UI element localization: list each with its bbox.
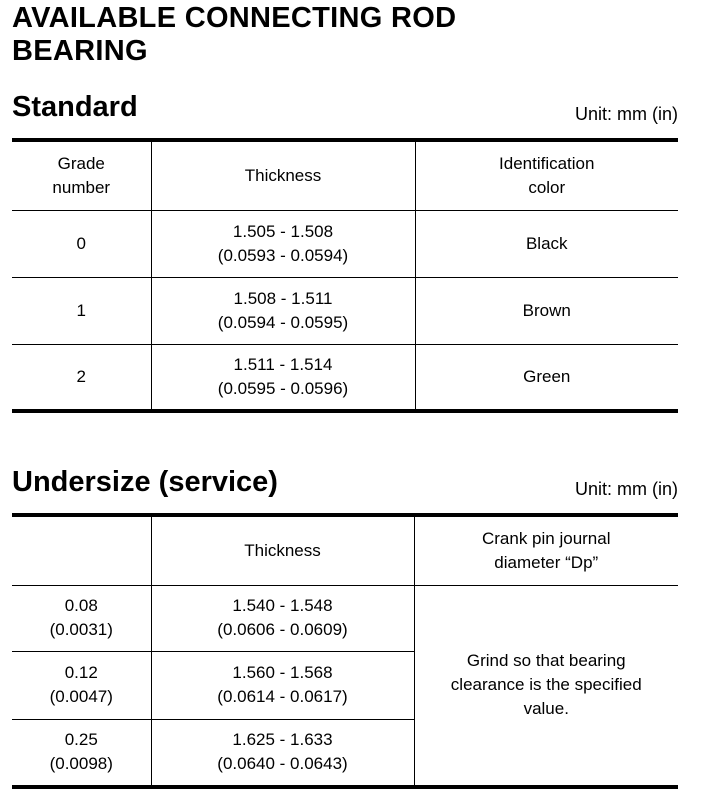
thickness-header: Thickness	[151, 515, 414, 585]
page-title-line-2: BEARING	[12, 35, 148, 67]
standard-bearing-table	[12, 138, 678, 413]
table-row	[12, 344, 678, 411]
undersize-unit-label: Unit: mm (in)	[575, 479, 678, 499]
thickness-cell	[151, 585, 414, 651]
thickness-cell	[151, 344, 415, 411]
header-line: Crank pin journal	[481, 528, 611, 548]
undersize-cell	[12, 719, 151, 787]
color-cell: Green	[415, 344, 678, 411]
undersize-bearing-table	[12, 513, 678, 789]
note-line: clearance is the specified	[450, 675, 642, 695]
color-cell: Brown	[415, 277, 678, 344]
undersize-header	[12, 515, 151, 585]
standard-heading: Standard	[12, 91, 138, 123]
table-row	[12, 210, 678, 277]
thickness-header: Thickness	[151, 140, 415, 210]
header-line: Identification	[499, 153, 595, 173]
thickness-in: (0.0606 - 0.0609)	[217, 620, 348, 639]
header-line: Grade	[57, 153, 105, 173]
thickness-mm: 1.505 - 1.508	[232, 221, 334, 241]
table-row	[12, 585, 678, 651]
thickness-cell	[151, 210, 415, 277]
thickness-in: (0.0594 - 0.0595)	[217, 312, 349, 332]
undersize-in: (0.0047)	[49, 687, 113, 706]
thickness-cell	[151, 651, 414, 719]
table-header-row	[12, 140, 678, 210]
undersize-cell	[12, 585, 151, 651]
table-row	[12, 277, 678, 344]
note-line: Grind so that bearing	[466, 651, 626, 671]
undersize-heading: Undersize (service)	[12, 466, 278, 498]
grade-number-header	[12, 140, 151, 210]
thickness-mm: 1.540 - 1.548	[232, 596, 333, 615]
thickness-cell	[151, 277, 415, 344]
thickness-mm: 1.511 - 1.514	[233, 354, 333, 374]
undersize-in: (0.0031)	[49, 620, 113, 639]
grade-cell: 0	[12, 210, 151, 277]
thickness-in: (0.0595 - 0.0596)	[217, 378, 349, 398]
header-line: diameter “Dp”	[494, 552, 599, 572]
thickness-in: (0.0593 - 0.0594)	[217, 245, 349, 265]
crank-pin-diameter-header	[414, 515, 678, 585]
undersize-mm: 0.25	[64, 730, 98, 750]
header-line: number	[52, 177, 111, 197]
thickness-cell	[151, 719, 414, 787]
thickness-mm: 1.560 - 1.568	[232, 663, 333, 682]
thickness-mm: 1.508 - 1.511	[233, 288, 333, 308]
undersize-mm: 0.08	[64, 596, 98, 615]
undersize-in: (0.0098)	[49, 754, 113, 774]
standard-unit-label: Unit: mm (in)	[575, 104, 678, 124]
undersize-mm: 0.12	[64, 663, 98, 682]
thickness-mm: 1.625 - 1.633	[232, 730, 333, 750]
page-title	[12, 2, 692, 68]
note-line: value.	[523, 699, 569, 719]
grade-cell: 2	[12, 344, 151, 411]
undersize-cell	[12, 651, 151, 719]
grind-instruction-cell	[414, 585, 678, 787]
header-line: color	[528, 177, 566, 197]
page-title-line-1: AVAILABLE CONNECTING ROD	[12, 2, 457, 34]
grade-cell: 1	[12, 277, 151, 344]
identification-color-header	[415, 140, 678, 210]
thickness-in: (0.0640 - 0.0643)	[217, 754, 348, 774]
color-cell: Black	[415, 210, 678, 277]
thickness-in: (0.0614 - 0.0617)	[217, 687, 348, 706]
table-header-row	[12, 515, 678, 585]
